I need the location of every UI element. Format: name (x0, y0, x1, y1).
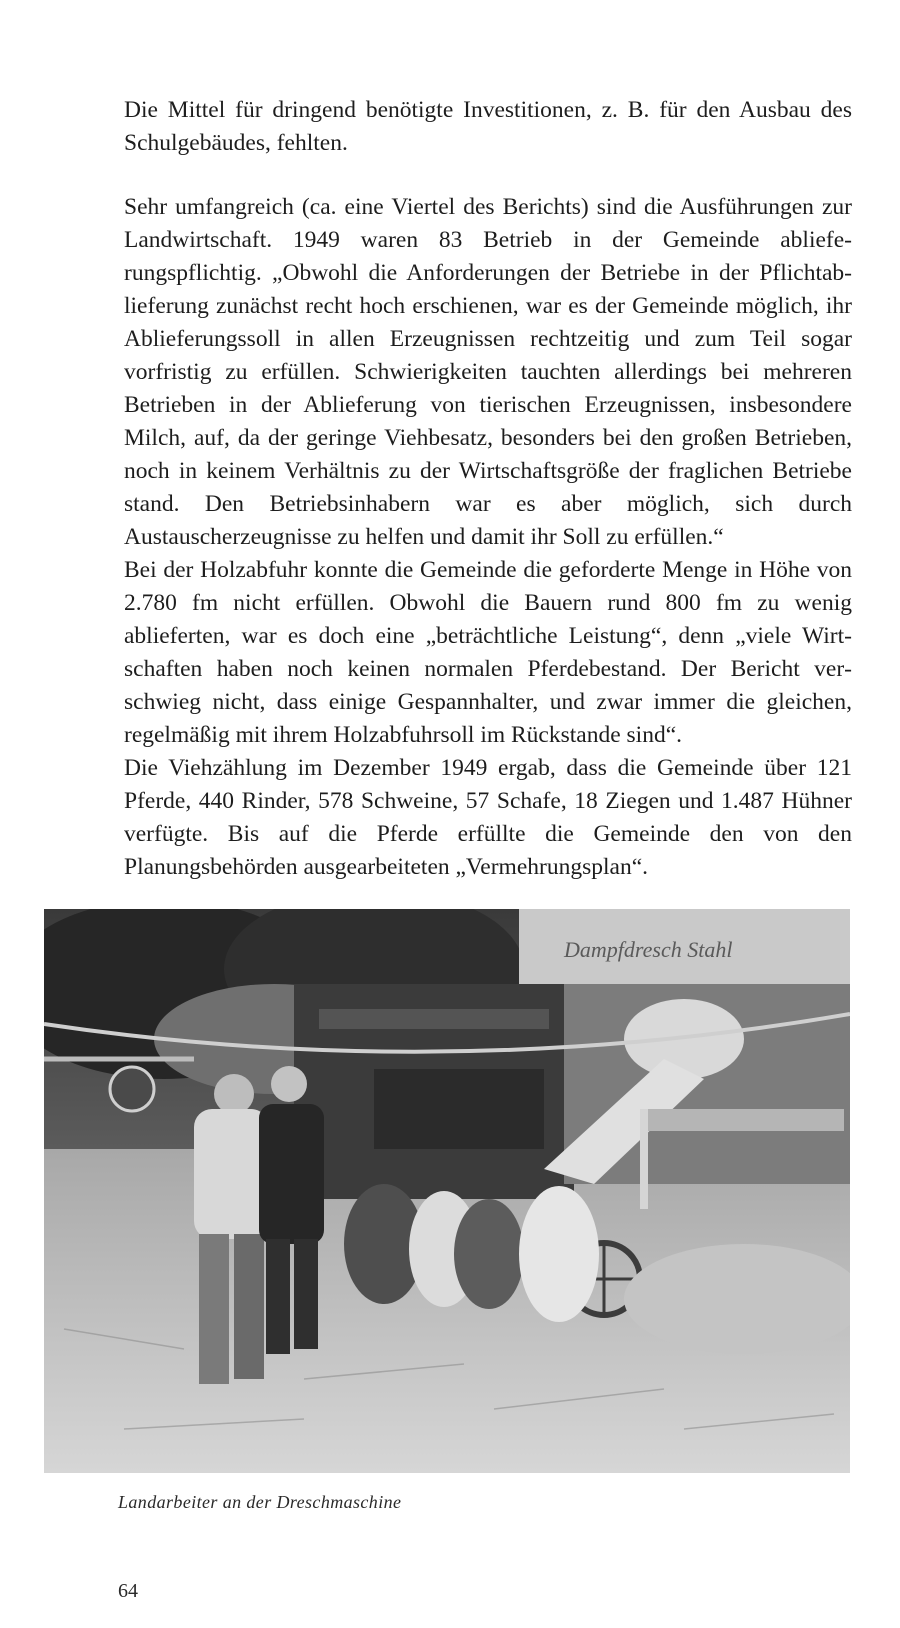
paragraph-4: Die Viehzählung im Dezember 1949 ergab, dass die Gemeinde über 121 Pferde, 440 Rinder, 578 Schweine, 57 Schafe, 18 Ziegen und 1.487 Hühner verfügte. Bis auf die Pferde erfüllte die Gemeinde den von den Planungsbehörden ausgearbeiteten „Vermehrungsplan“. (124, 755, 852, 880)
page-number: 64 (118, 1580, 138, 1602)
grain-sack (454, 1199, 524, 1309)
paragraph-3: Bei der Holzabfuhr konnte die Gemeinde die geforderte Menge in Höhe von 2.780 fm nicht erfüllen. Obwohl die Bauern rund 800 fm zu wenig ablieferten, war es doch eine „beträchtliche Leistung“, denn „viele Wirtschaften haben noch keinen normalen Pferdebestand. Der Bericht verschwieg nicht, dass einige Gespannhalter, und zwar immer die gleichen, regelmäßig mit ihrem Holzabfuhrsoll im Rückstande sind“. (124, 557, 852, 748)
threshing-photo (44, 909, 850, 1473)
body-text (124, 94, 852, 884)
photo-caption: Landarbeiter an der Dreschmaschine (118, 1492, 402, 1512)
machine-sign-text: Dampfdresch Stahl (564, 937, 733, 962)
grain-sack (519, 1186, 599, 1322)
paragraph-1: Die Mittel für dringend benötigte Investitionen, z. B. für den Ausbau des Schulgebäudes, fehlten. (124, 97, 852, 156)
paragraph-2: Sehr umfangreich (ca. eine Viertel des Berichts) sind die Ausführungen zur Landwirtschaft. 1949 waren 83 Betrieb in der Gemeinde ablieferungspflichtig. „Obwohl die Anforderungen der Betriebe in der Pflichtablieferung zunächst recht hoch erschienen, war es der Gemeinde möglich, ihr Ablieferungssoll in allen Erzeugnissen rechtzeitig und zum Teil sogar vorfristig zu erfüllen. Schwierigkeiten tauchten allerdings bei mehreren Betrieben in der Ablieferung von tierischen Erzeugnissen, insbesondere Milch, auf, da der geringe Viehbesatz, besonders bei den großen Betrieben, noch in keinem Verhältnis zu der Wirtschaftsgröße der fraglichen Betriebe stand. Den Betriebsinhabern war es aber möglich, sich durch Austauscherzeugnisse zu helfen und damit ihr Soll zu erfüllen.“ (124, 194, 852, 550)
threshing-photo-drawing (44, 909, 850, 1473)
